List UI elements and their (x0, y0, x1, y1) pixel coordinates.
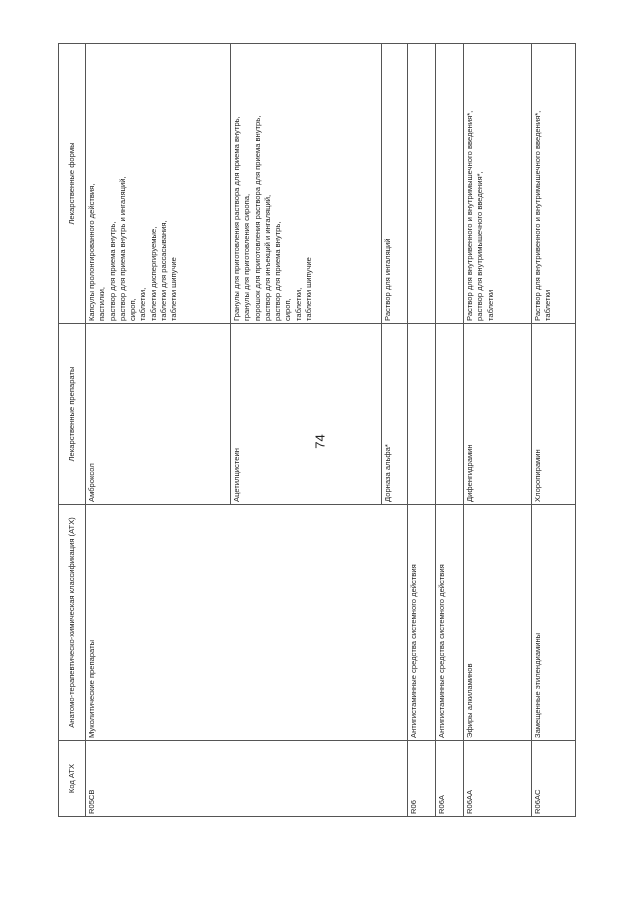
form-item: Капсулы пролонгированного действия, (87, 183, 96, 321)
cell-forms (408, 44, 436, 324)
table-row (86, 44, 231, 817)
cell-forms (532, 44, 576, 324)
header-classification: Анатомо-терапевтическо-химическая классификация (АТХ) (59, 505, 86, 741)
table-row (532, 44, 576, 817)
page-number: 74 (312, 434, 328, 449)
cell-drug: Ацетилцистеин (231, 324, 382, 505)
cell-classification: Замещенные этилендиамины (532, 505, 576, 741)
form-item: раствор для инъекций и ингаляций, (262, 194, 272, 321)
form-item: таблетки для рассасывания, (159, 220, 169, 321)
form-item: таблетки, (293, 287, 303, 321)
cell-classification: Эфиры алкиламинов (464, 505, 532, 741)
form-item: Раствор для внутривенного и внутримышечного введения*, (465, 110, 474, 321)
form-item: Гранулы для приготовления раствора для приема внутрь, (232, 116, 241, 321)
form-item: раствор для приема внутрь, (273, 221, 283, 321)
header-forms: Лекарственные формы (59, 44, 86, 324)
form-item: пастилки, (97, 287, 107, 321)
cell-code: R06A (436, 741, 464, 817)
cell-drug: Дорназа альфа* (382, 324, 408, 505)
cell-drug: Амброксол (86, 324, 231, 505)
drug-table-rotated (58, 64, 576, 817)
cell-drug: Дифенгидрамин (464, 324, 532, 505)
cell-drug: Хлоропирамин (532, 324, 576, 505)
cell-classification: Муколитические препараты (86, 505, 408, 741)
cell-code: R05CB (86, 741, 408, 817)
form-item: Раствор для внутривенного и внутримышечного введения*, (533, 110, 542, 321)
form-item: таблетки диспергируемые, (148, 226, 158, 321)
form-item: раствор для приема внутрь и ингаляций, (117, 176, 127, 321)
form-item: раствор для внутримышечного введения*, (475, 171, 485, 321)
form-item: порошок для приготовления раствора для приема внутрь, (252, 115, 262, 321)
form-item: таблетки (543, 289, 553, 321)
form-item: сироп, (283, 298, 293, 321)
cell-drug (436, 324, 464, 505)
form-item: таблетки, (138, 287, 148, 321)
form-item: таблетки шипучие (169, 257, 179, 321)
drug-table (58, 43, 576, 817)
table-header-row (59, 44, 86, 817)
table-row (408, 44, 436, 817)
form-item: таблетки (485, 289, 495, 321)
cell-code: R06 (408, 741, 436, 817)
cell-forms (231, 44, 382, 324)
cell-forms (382, 44, 408, 324)
cell-classification: Антигистаминные средства системного действия (436, 505, 464, 741)
cell-forms (436, 44, 464, 324)
table-row (464, 44, 532, 817)
header-code: Код АТХ (59, 741, 86, 817)
form-item: Раствор для ингаляций (383, 238, 392, 321)
cell-code: R06AC (532, 741, 576, 817)
cell-classification: Антигистаминные средства системного действия (408, 505, 436, 741)
cell-drug (408, 324, 436, 505)
form-item: таблетки шипучие (304, 257, 314, 321)
table-row (436, 44, 464, 817)
cell-forms (464, 44, 532, 324)
cell-forms (86, 44, 231, 324)
cell-code: R06AA (464, 741, 532, 817)
form-item: гранулы для приготовления сиропа, (242, 193, 252, 321)
form-item: раствор для приема внутрь, (107, 221, 117, 321)
form-item: сироп, (128, 298, 138, 321)
header-drugs: Лекарственные препараты (59, 324, 86, 505)
